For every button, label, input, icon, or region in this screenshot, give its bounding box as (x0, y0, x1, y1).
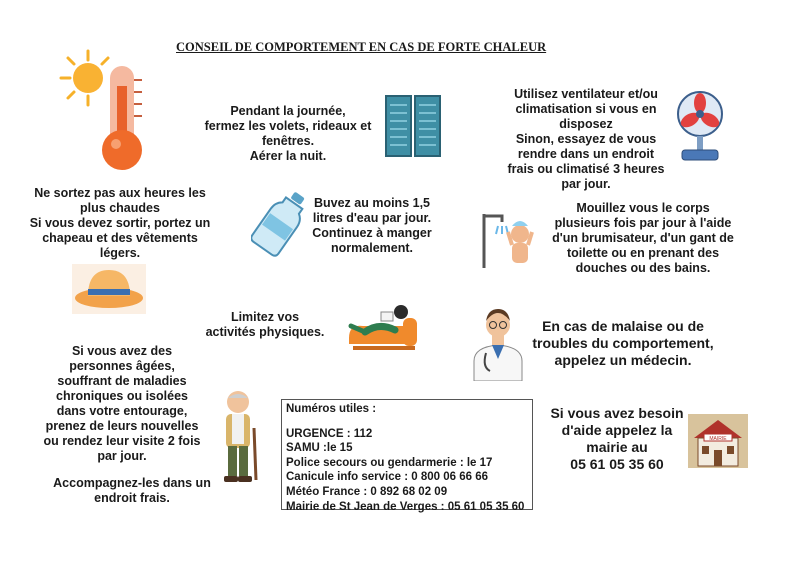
sun-hat-icon (72, 264, 146, 314)
number-line: Police secours ou gendarmerie : le 17 (286, 456, 493, 469)
tip-fan: Utilisez ventilateur et/ou climatisation si vous en disposez Sinon, essayez de vous rendre dans un endroit frais ou climatisé 3 heures par jour. (507, 87, 665, 191)
fan-icon (676, 90, 724, 162)
tip-water: Buvez au moins 1,5 litres d'eau par jour. Continuez à manger normalement. (312, 196, 432, 255)
svg-text:MAIRIE: MAIRIE (709, 436, 727, 442)
tip-cool-place: Accompagnez-les dans un endroit frais. (53, 476, 211, 505)
tip-doctor: En cas de malaise ou de troubles du comportement, appelez un médecin. (532, 318, 714, 368)
water-bottle-icon (251, 187, 311, 257)
tip-hours: Ne sortez pas aux heures les plus chaudes Si vous devez sortir, portez un chapeau et des vêtements légers. (29, 186, 211, 260)
useful-numbers-heading: Numéros utiles : (286, 403, 377, 415)
tip-shutters: Pendant la journée, fermez les volets, rideaux et fenêtres. Aérer la nuit. (204, 104, 372, 163)
tip-activity: Limitez vos activités physiques. (205, 310, 325, 339)
shower-icon (480, 210, 540, 270)
number-line: Canicule info service : 0 800 06 66 66 (286, 471, 489, 484)
doctor-icon (468, 305, 528, 381)
shutters-icon (385, 95, 441, 157)
number-line: Mairie de St Jean de Verges : 05 61 05 35 60 (286, 500, 525, 513)
number-line: Météo France : 0 892 68 02 09 (286, 485, 448, 498)
town-hall-icon (688, 414, 748, 468)
number-line: SAMU :le 15 (286, 442, 353, 455)
tip-shower: Mouillez vous le corps plusieurs fois par jour à l'aide d'un brumisateur, d'un gant de toilette ou en prenant des douches ou des bains. (552, 201, 734, 275)
tip-elderly: Si vous avez des personnes âgées, souffrant de maladies chroniques ou isolées dans votre entourage, prenez de leurs nouvelles ou rendez leur visite 2 fois par jour. (43, 344, 201, 463)
number-line: URGENCE : 112 (286, 427, 373, 440)
elderly-man-icon (216, 388, 262, 484)
page-title: CONSEIL DE COMPORTEMENT EN CAS DE FORTE CHALEUR (176, 40, 547, 54)
useful-numbers-box (281, 399, 533, 513)
thermometer-sun-icon (58, 48, 148, 173)
tip-help: Si vous avez besoin d'aide appelez la mairie au 05 61 05 35 60 (550, 405, 684, 472)
reading-armchair-icon (345, 298, 427, 354)
